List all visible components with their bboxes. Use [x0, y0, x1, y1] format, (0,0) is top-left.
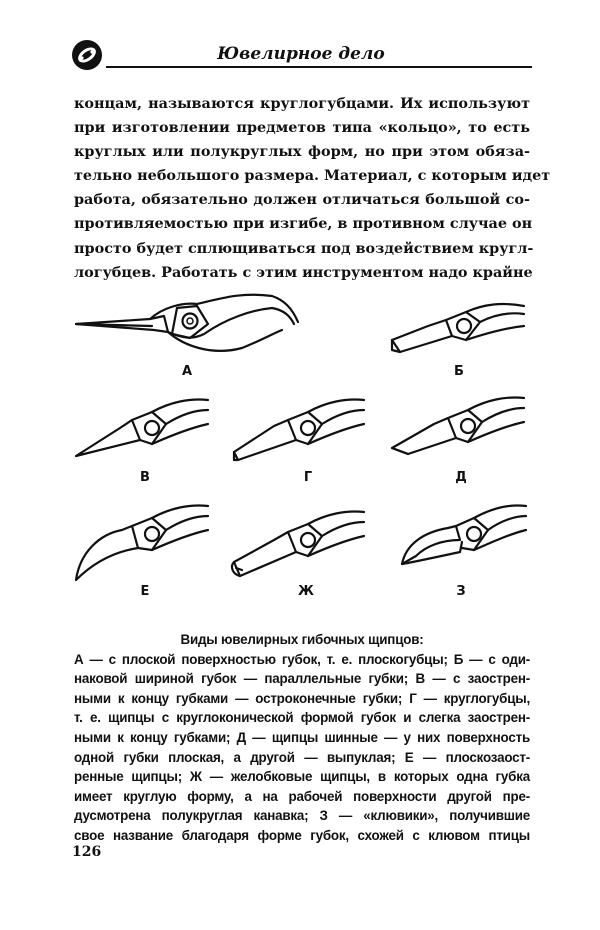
pliers-illustration-e: [72, 500, 212, 590]
caption-line: т. е. щипцы с круглоконической формой губок и слегка заострен-: [74, 710, 530, 726]
pliers-illustration-z: [396, 500, 530, 590]
header-rule: [106, 66, 532, 68]
caption-line: свое название благодаря форме губок, схожей с клювом птицы: [74, 827, 530, 843]
caption-line: одной губки плоская, а другой — выпуклая; Е — плоскозаост-: [74, 749, 530, 765]
figure-label-z: З: [456, 584, 466, 599]
page-number: 126: [72, 844, 102, 860]
caption-line: ными к концу губками; Д — щипцы шинные — у них поверхность: [74, 729, 530, 745]
body-line: просто будет сплющиваться под воздействием кругл-: [74, 239, 534, 257]
pliers-illustration-d: [388, 390, 528, 470]
caption-line: А — с плоской поверхностью губок, т. е. плоскогубцы; Б — с оди-: [74, 651, 530, 667]
figure-label-g: Г: [303, 470, 313, 485]
body-line: работа, обязательно должен отличаться большой со-: [74, 191, 530, 209]
body-line: тельно небольшого размера. Материал, с которым идет: [74, 167, 551, 185]
figure-label-d: Д: [455, 470, 467, 485]
body-line: концам, называются круглогубцами. Их используют: [74, 95, 530, 112]
body-paragraph: [74, 92, 551, 285]
pliers-illustration-b: [388, 300, 528, 360]
pliers-illustration-v: [72, 390, 212, 470]
body-line: логубцев. Работать с этим инструментом надо крайне: [74, 263, 533, 281]
caption-line: наковой шириной губок — параллельные губки; В — с заострен-: [74, 671, 530, 687]
caption-line: ными к концу губками — остроконечные губки; Г — круглогубцы,: [74, 690, 530, 706]
figure-label-zh: Ж: [298, 584, 314, 599]
pliers-illustration-a: [72, 288, 302, 368]
running-header-title: Ювелирное дело: [217, 44, 385, 64]
body-line: при изготовлении предметов типа «кольцо», то есть: [74, 119, 530, 137]
figure-label-e: Е: [140, 584, 150, 599]
figure-label-v: В: [140, 470, 150, 485]
figure-label-a: А: [181, 364, 193, 379]
figure-label-b: Б: [454, 364, 464, 379]
caption-line: дусмотрена полукруглая канавка; З — «клювики», получившие: [74, 808, 530, 824]
figure-caption: [74, 630, 530, 846]
body-line: круглых или полукруглых форм, но при этом обяза-: [74, 143, 530, 161]
page-header: [70, 38, 532, 74]
pliers-illustration-zh: [228, 500, 368, 590]
caption-line: ренные щипцы; Ж — желобковые щипцы, в которых одна губка: [74, 769, 530, 785]
caption-line: имеет круглую форму, а на рабочей поверхности другой пре-: [74, 788, 530, 804]
caption-title: Виды ювелирных гибочных щипцов:: [180, 632, 424, 647]
body-line: противляемостью при изгибе, в противном случае он: [74, 215, 533, 233]
pliers-illustration-g: [228, 390, 368, 470]
